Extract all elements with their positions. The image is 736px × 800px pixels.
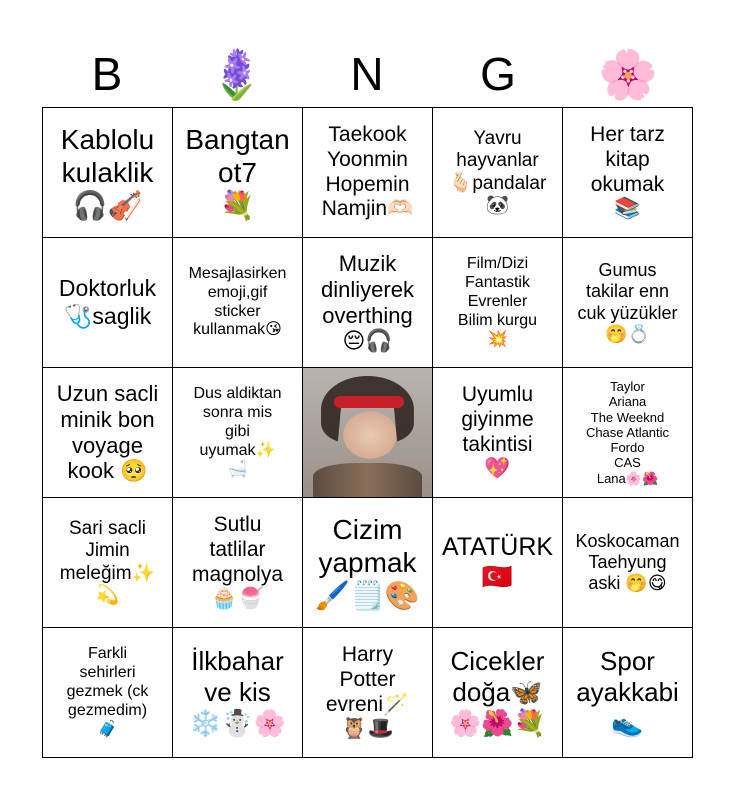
- free-space-photo[interactable]: [303, 368, 433, 498]
- hyacinth-icon: 🪻: [207, 48, 267, 102]
- bingo-cell[interactable]: Mesajlasirken emoji,gif sticker kullanmak😘: [173, 238, 303, 368]
- cherry-blossom-icon: 🌸: [598, 48, 658, 102]
- bingo-cell[interactable]: Uzun sacli minik bon voyage kook 🥺: [43, 368, 173, 498]
- bingo-cell[interactable]: Her tarz kitap okumak 📚: [563, 108, 693, 238]
- bingo-cell[interactable]: Sutlu tatlilar magnolya 🧁🍧: [173, 498, 303, 628]
- header-letter-b: B: [91, 48, 123, 100]
- bingo-cell[interactable]: Doktorluk 🩺saglik: [43, 238, 173, 368]
- bingo-cell[interactable]: Yavru hayvanlar 🫰🏻pandalar 🐼: [433, 108, 563, 238]
- header-letter-g: G: [480, 48, 516, 100]
- bingo-cell[interactable]: İlkbahar ve kis ❄️☃️🌸: [173, 628, 303, 758]
- bingo-cell[interactable]: Bangtan ot7 💐: [173, 108, 303, 238]
- header-letter-n: N: [350, 48, 384, 100]
- bingo-cell[interactable]: Taylor Ariana The Weeknd Chase Atlantic Fordo CAS Lana🌸🌺: [563, 368, 693, 498]
- bingo-grid: [42, 107, 693, 758]
- bingo-cell[interactable]: Cizim yapmak 🖌️🗒️🎨: [303, 498, 433, 628]
- bingo-cell[interactable]: Kablolu kulaklik 🎧🎻: [43, 108, 173, 238]
- bingo-cell[interactable]: Sari sacli Jimin meleğim✨ 💫: [43, 498, 173, 628]
- bingo-cell[interactable]: Gumus takilar enn cuk yüzükler 🤭💍: [563, 238, 693, 368]
- bingo-cell[interactable]: Cicekler doğa🦋 🌸🌺💐: [433, 628, 563, 758]
- bingo-cell[interactable]: ATATÜRK 🇹🇷: [433, 498, 563, 628]
- bingo-cell[interactable]: Spor ayakkabi 👟: [563, 628, 693, 758]
- bingo-header: [42, 40, 694, 108]
- bingo-cell[interactable]: Muzik dinliyerek overthing 😔🎧: [303, 238, 433, 368]
- bingo-cell[interactable]: Farkli sehirleri gezmek (ck gezmedim) 🧳: [43, 628, 173, 758]
- bingo-cell[interactable]: Taekook Yoonmin Hopemin Namjin🫶🏻: [303, 108, 433, 238]
- bingo-cell[interactable]: Koskocaman Taehyung aski 🤭😋: [563, 498, 693, 628]
- bingo-cell[interactable]: Uyumlu giyinme takintisi 💖: [433, 368, 563, 498]
- bingo-cell[interactable]: Dus aldiktan sonra mis gibi uyumak✨ 🛁: [173, 368, 303, 498]
- bingo-cell[interactable]: Harry Potter evreni🪄 🦉🎩: [303, 628, 433, 758]
- person-photo: [303, 368, 432, 497]
- bingo-cell[interactable]: Film/Dizi Fantastik Evrenler Bilim kurgu 💥: [433, 238, 563, 368]
